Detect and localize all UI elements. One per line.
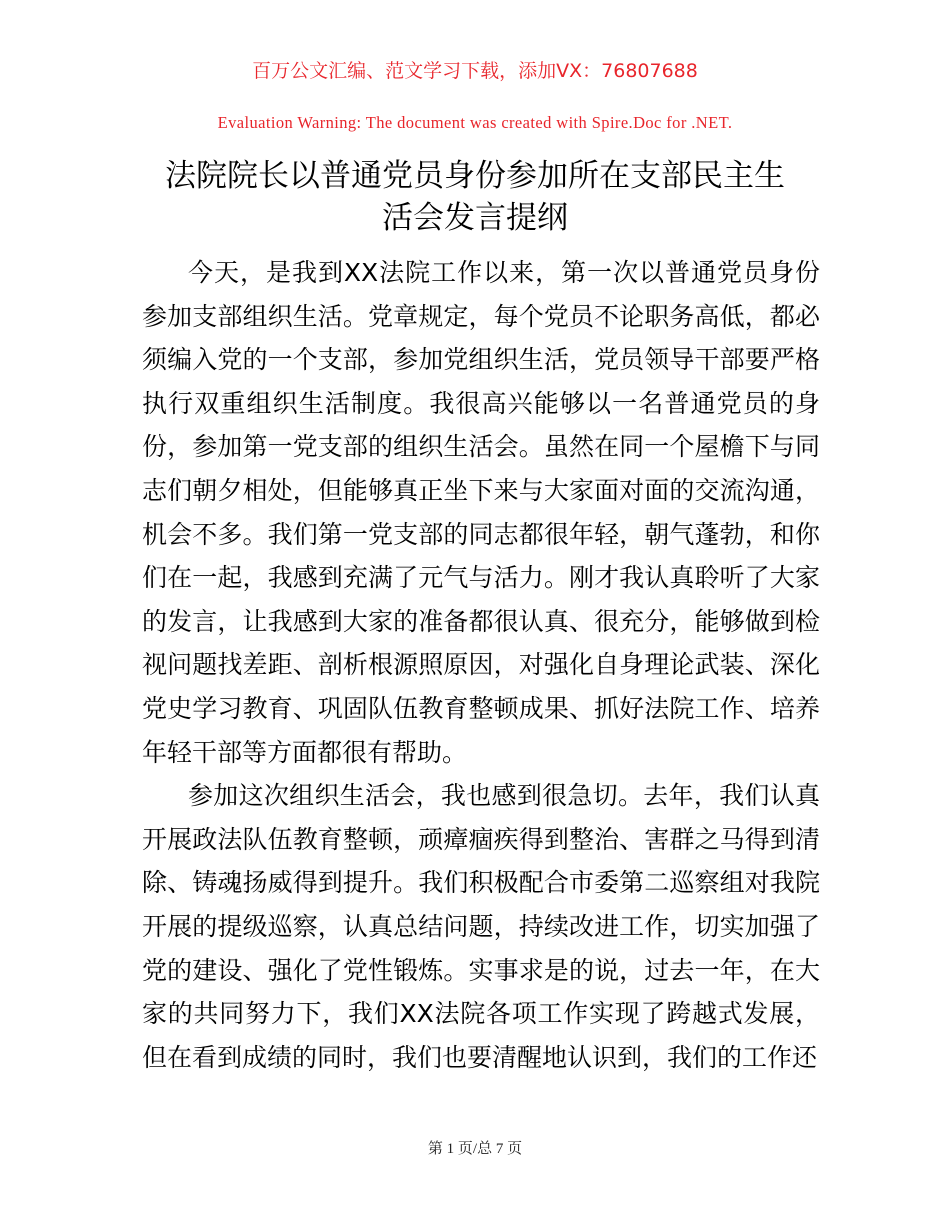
paragraph-line: 开展的提级巡察，认真总结问题，持续改进工作，切实加强了 — [142, 911, 820, 941]
paragraph-line: 参加这次组织生活会，我也感到很急切。去年，我们认真 — [188, 781, 820, 811]
paragraph-line: 参加支部组织生活。党章规定，每个党员不论职务高低，都必 — [142, 301, 820, 331]
document-body — [142, 251, 820, 1079]
promo-banner: 百万公文汇编、范文学习下载，添加VX：76807688 — [252, 60, 698, 82]
title-line: 活会发言提纲 — [382, 200, 568, 236]
paragraph-line: 份，参加第一党支部的组织生活会。虽然在同一个屋檐下与同 — [142, 432, 820, 462]
title-line: 法院院长以普通党员身份参加所在支部民主生 — [165, 158, 785, 194]
document-title — [100, 155, 850, 239]
paragraph-line: 们在一起，我感到充满了元气与活力。刚才我认真聆听了大家 — [142, 563, 820, 593]
paragraph-line: 除、铸魂扬威得到提升。我们积极配合市委第二巡察组对我院 — [142, 868, 820, 898]
paragraph-line: 开展政法队伍教育整顿，顽瘴痼疾得到整治、害群之马得到清 — [142, 824, 820, 854]
paragraph-line: 志们朝夕相处，但能够真正坐下来与大家面对面的交流沟通， — [142, 475, 820, 505]
page-number: 第 1 页/总 7 页 — [427, 1141, 523, 1157]
paragraph-line: 但在看到成绩的同时，我们也要清醒地认识到，我们的工作还 — [142, 1042, 818, 1072]
paragraph-line: 党史学习教育、巩固队伍教育整顿成果、抓好法院工作、培养 — [142, 693, 820, 723]
paragraph-line: 机会不多。我们第一党支部的同志都很年轻，朝气蓬勃，和你 — [142, 519, 820, 549]
paragraph-line: 视问题找差距、剖析根源照原因，对强化自身理论武装、深化 — [142, 650, 820, 680]
evaluation-warning: Evaluation Warning: The document was created with Spire.Doc for .NET. — [217, 113, 733, 132]
paragraph-line: 执行双重组织生活制度。我很高兴能够以一名普通党员的身 — [142, 388, 820, 418]
paragraph — [142, 774, 820, 1079]
paragraph-line: 须编入党的一个支部，参加党组织生活，党员领导干部要严格 — [142, 345, 820, 375]
paragraph-line: 年轻干部等方面都很有帮助。 — [142, 737, 468, 767]
paragraph-line: 家的共同努力下，我们XX法院各项工作实现了跨越式发展， — [142, 999, 820, 1029]
paragraph-line: 党的建设、强化了党性锻炼。实事求是的说，过去一年，在大 — [142, 955, 820, 985]
paragraph — [142, 251, 820, 774]
paragraph-line: 的发言，让我感到大家的准备都很认真、很充分，能够做到检 — [142, 606, 820, 636]
paragraph-line: 今天，是我到XX法院工作以来，第一次以普通党员身份 — [188, 258, 820, 287]
